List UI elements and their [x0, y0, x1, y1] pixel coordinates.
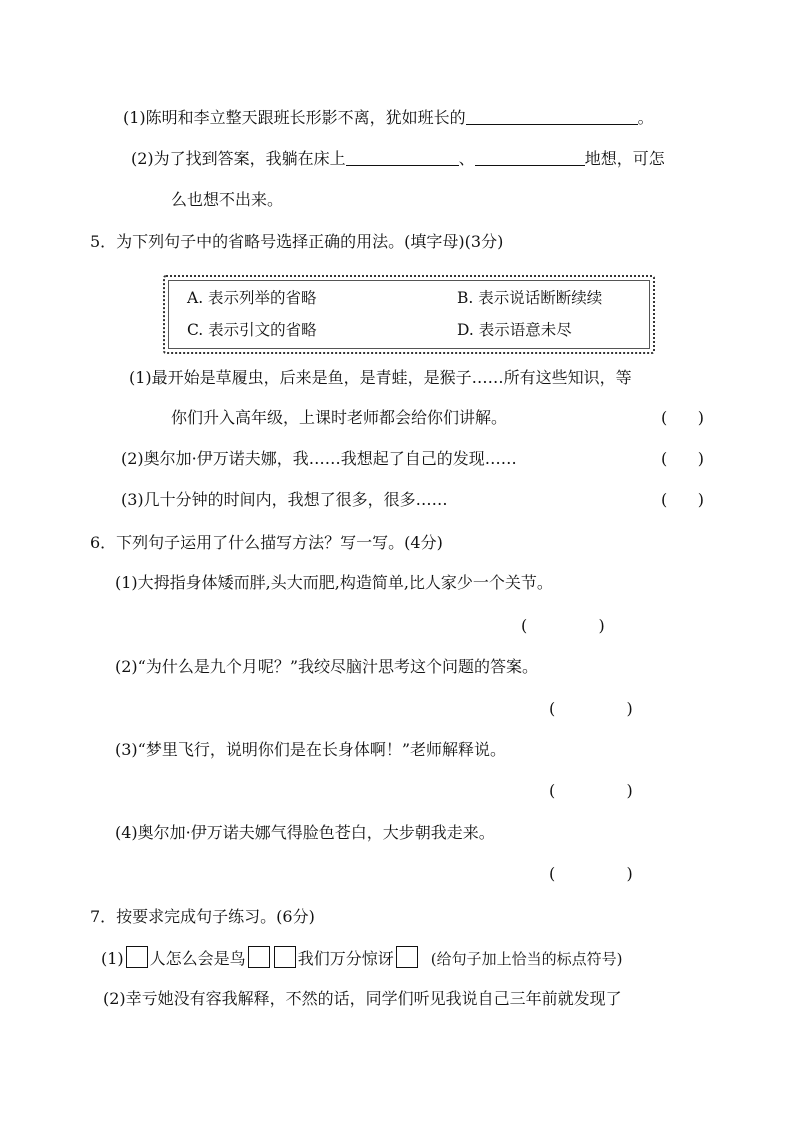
q4-item2: [131, 147, 665, 171]
q4-item1-end: 。: [637, 108, 654, 127]
q7-title: 7．按要求完成句子练习。(6分): [90, 907, 315, 926]
q4-item2-line2: 么也想不出来。: [171, 190, 284, 209]
q5-item1-answer[interactable]: ( ): [661, 408, 704, 427]
q4-item1-text: (1)陈明和李立整天跟班长形影不离，犹如班长的: [123, 108, 466, 127]
q6-item4-answer[interactable]: ( ): [549, 864, 633, 883]
q5-item1-line1: (1)最开始是草履虫，后来是鱼，是青蛙，是猴子……所有这些知识，等: [129, 368, 632, 387]
option-c: C. 表示引文的省略: [187, 321, 317, 339]
q5-item2-answer[interactable]: ( ): [661, 449, 704, 468]
q5-title: 5．为下列句子中的省略号选择正确的用法。(填字母)(3分): [90, 232, 504, 251]
q4-item2-blank1[interactable]: [346, 149, 459, 166]
q4-item1-blank[interactable]: [466, 108, 638, 125]
q4-item2-tail: 地想，可怎: [584, 149, 665, 168]
q6-item3: (3)“梦里飞行，说明你们是在长身体啊！”老师解释说。: [115, 740, 507, 759]
options-box: [163, 275, 655, 354]
q4-item2-sep: 、: [458, 149, 475, 168]
q6-item2-answer[interactable]: ( ): [549, 699, 633, 718]
q6-item1-answer[interactable]: ( ): [521, 616, 605, 635]
q5-item2: (2)奥尔加·伊万诺夫娜，我……我想起了自己的发现……: [121, 449, 517, 468]
q4-item1: [123, 106, 654, 130]
q7-item1-note: (给句子加上恰当的标点符号): [430, 950, 623, 968]
option-d: D. 表示语意未尽: [457, 321, 572, 339]
punct-box-4[interactable]: [396, 946, 418, 968]
q6-item3-answer[interactable]: ( ): [549, 781, 633, 800]
option-a: A. 表示列举的省略: [187, 289, 317, 307]
q5-item3: (3)几十分钟的时间内，我想了很多，很多……: [121, 490, 448, 509]
q7-item1: [101, 946, 623, 971]
q6-title: 6．下列句子运用了什么描写方法？写一写。(4分): [90, 533, 443, 552]
q7-item1-prefix: (1): [101, 949, 124, 968]
q7-item1-seg2: 我们万分惊讶: [297, 949, 394, 968]
q7-item2: (2)幸亏她没有容我解释，不然的话，同学们听见我说自己三年前就发现了: [103, 989, 622, 1008]
q5-item3-answer[interactable]: ( ): [661, 490, 704, 509]
option-b: B. 表示说话断断续续: [457, 289, 603, 307]
q6-item2: (2)“为什么是九个月呢？”我绞尽脑汁思考这个问题的答案。: [115, 657, 539, 676]
q4-item2-blank2[interactable]: [475, 149, 585, 166]
punct-box-1[interactable]: [126, 946, 148, 968]
q6-item1: (1)大拇指身体矮而胖,头大而肥,构造简单,比人家少一个关节。: [115, 573, 553, 592]
q6-item4: (4)奥尔加·伊万诺夫娜气得脸色苍白，大步朝我走来。: [115, 823, 495, 842]
punct-box-3[interactable]: [274, 946, 296, 968]
q7-item1-seg1: 人怎么会是鸟: [149, 949, 246, 968]
q4-item2-text: (2)为了找到答案，我躺在床上: [131, 149, 346, 168]
q5-item1-line2: 你们升入高年级，上课时老师都会给你们讲解。: [171, 408, 508, 427]
punct-box-2[interactable]: [248, 946, 270, 968]
